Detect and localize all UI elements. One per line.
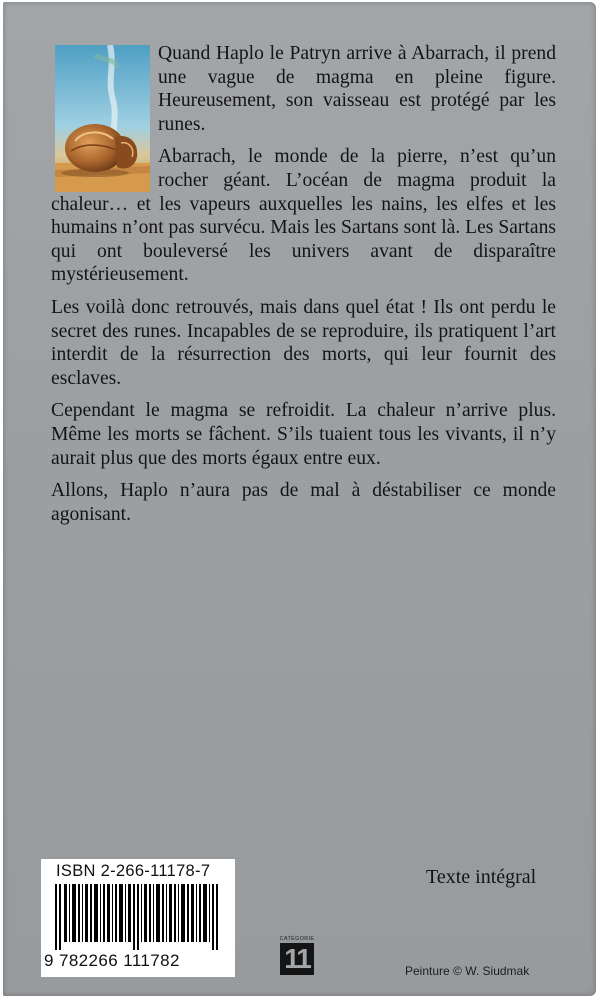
ean-number: 9 782266 111782 xyxy=(44,951,180,970)
back-cover-blurb xyxy=(51,42,556,535)
edition-note: Texte intégral xyxy=(426,866,537,888)
painting-credit: Peinture © W. Siudmak xyxy=(405,964,530,978)
barcode-icon xyxy=(55,884,221,950)
blurb-paragraph-3: Les voilà donc retrouvés, mais dans quel état ! Ils ont perdu le secret des runes. Incapables de se reproduire, ils pratiquent l’art interdit de la résurrection des morts, qui leur fournit des esclaves. xyxy=(51,296,556,389)
back-cover xyxy=(3,2,596,996)
blurb-paragraph-2: Abarrach, le monde de la pierre, n’est qu’un rocher géant. L’océan de magma produit la chaleur… et les vapeurs auxquelles les nains, les elfes et les humains n’ont pas survécu. Mais les Sartans sont là. Les Sartans qui ont bouleversé les univers avant de disparaître mystérieusement. xyxy=(51,146,556,286)
blurb-paragraph-1: Quand Haplo le Patryn arrive à Abarrach, il prend une vague de magma en pleine figure. Heureusement, son vaisseau est protégé par les runes. xyxy=(158,43,556,135)
blurb-paragraph-4: Cependant le magma se refroidit. La chaleur n’arrive plus. Même les morts se fâchent. S’ils tuaient tous les vivants, il n’y aurait plus que des morts égaux entre eux. xyxy=(51,400,556,469)
blurb-paragraph-5: Allons, Haplo n’aura pas de mal à déstabiliser ce monde agonisant. xyxy=(51,480,556,525)
category-label: CATÉGORIE xyxy=(279,936,315,942)
isbn-barcode-label xyxy=(41,859,235,977)
isbn-number: ISBN 2-266-11178-7 xyxy=(56,862,211,880)
category-badge xyxy=(279,936,315,976)
category-number: 11 xyxy=(280,943,314,975)
